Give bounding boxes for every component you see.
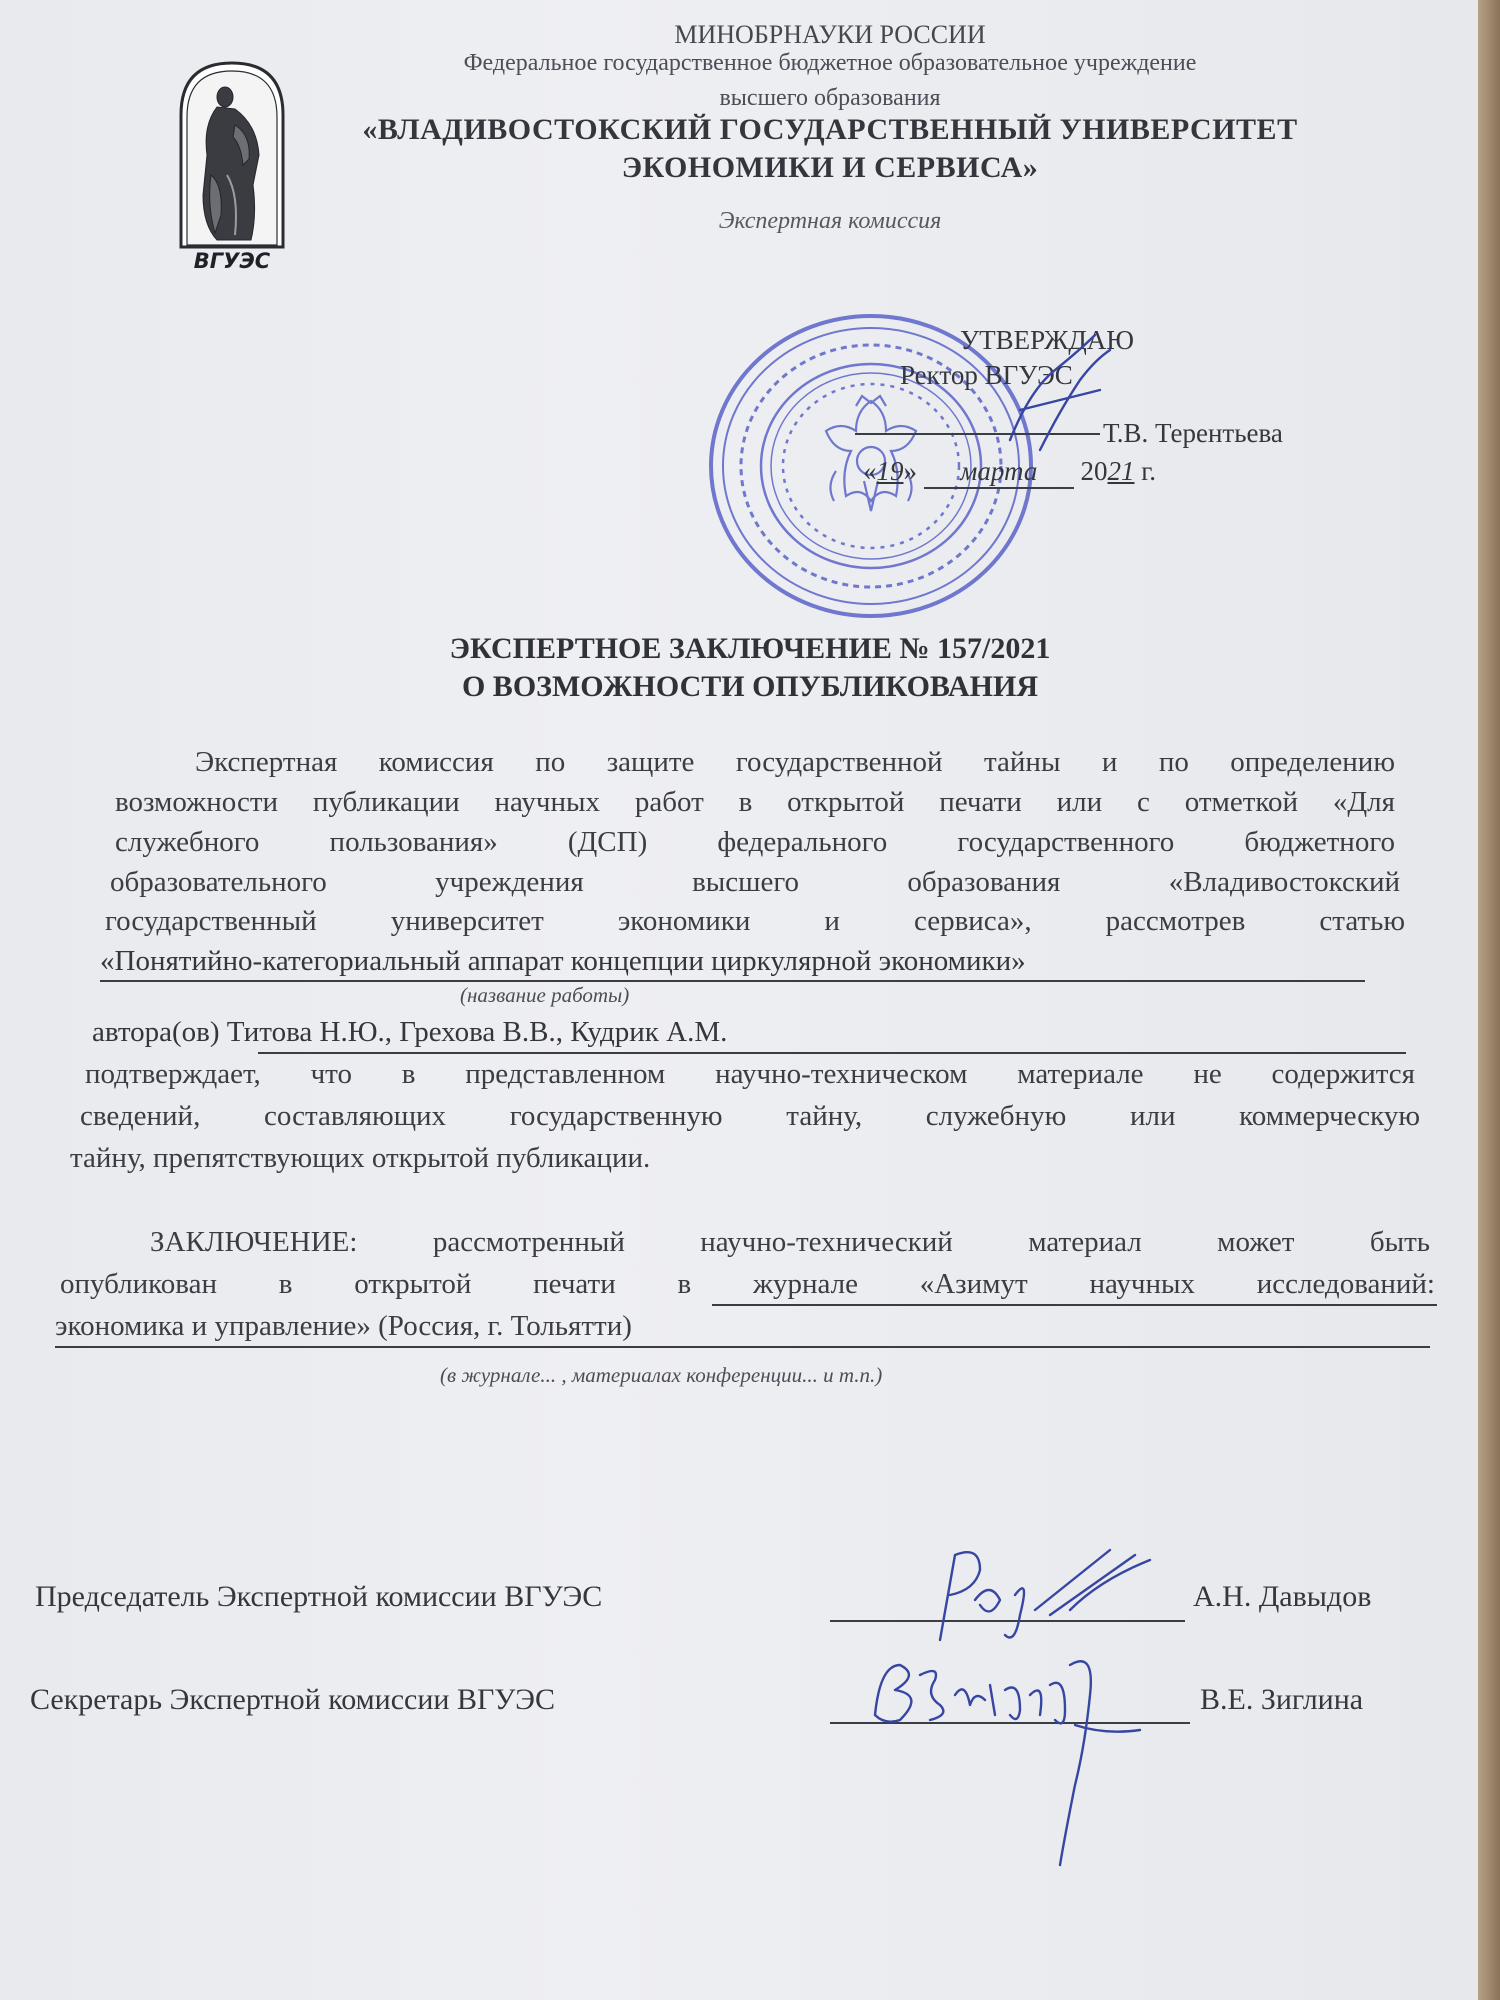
paragraph-line: подтверждает, что в представленном научно-техническом материале не содержится: [85, 1058, 1415, 1090]
journal-caption: (в журнале... , материалах конференции... и т.п.): [440, 1363, 883, 1387]
authors-label: автора(ов): [92, 1016, 220, 1048]
rector-name: Т.В. Терентьева: [1103, 418, 1283, 448]
paragraph-line: сведений, составляющих государственную тайну, служебную или коммерческую: [80, 1100, 1420, 1132]
conclusion-line: экономика и управление» (Россия, г. Тольятти): [55, 1310, 632, 1342]
conclusion-start: опубликован в открытой печати в: [60, 1268, 692, 1300]
paragraph-line: служебного пользования» (ДСП) федерального государственного бюджетного: [115, 826, 1395, 858]
paragraph-line: образовательного учреждения высшего образования «Владивостокский: [110, 866, 1400, 898]
paragraph-line: возможности публикации научных работ в открытой печати или с отметкой «Для: [115, 786, 1395, 818]
date-year-unit: г.: [1141, 456, 1157, 486]
secretary-signature: [860, 1635, 1150, 1875]
approval-date: [863, 456, 1263, 489]
date-year-suffix: 21: [1107, 456, 1135, 486]
conclusion-line: [60, 1268, 1435, 1301]
logo-label: ВГУЭС: [193, 249, 271, 273]
date-month: марта: [924, 456, 1074, 489]
date-year-prefix: 20: [1080, 456, 1108, 486]
chair-name: А.Н. Давыдов: [1193, 1580, 1372, 1613]
date-day: «19»: [863, 456, 917, 486]
authors-row: [92, 1016, 1407, 1049]
authors-underline: [258, 1052, 1406, 1054]
conclusion-journal: журнале «Азимут научных исследований:: [752, 1268, 1435, 1300]
journal-underline: [712, 1304, 1437, 1306]
commission-name: Экспертная комиссия: [718, 208, 942, 234]
approve-label: УТВЕРЖДАЮ: [960, 325, 1135, 355]
rector-title: Ректор ВГУЭС: [900, 360, 1073, 390]
desk-edge: [1478, 0, 1500, 2000]
conclusion-line: ЗАКЛЮЧЕНИЕ: рассмотренный научно-технический материал может быть: [150, 1226, 1430, 1258]
rector-signature: [1000, 330, 1120, 460]
paragraph-line: Экспертная комиссия по защите государственной тайны и по определению: [195, 746, 1395, 778]
authors-names: Титова Н.Ю., Грехова В.В., Кудрик А.М.: [226, 1016, 728, 1048]
university-line-2: ЭКОНОМИКИ И СЕРВИСА»: [621, 151, 1039, 184]
chair-signature: [920, 1540, 1160, 1650]
journal-underline: [55, 1346, 1430, 1348]
work-title-caption: (название работы): [460, 983, 630, 1007]
chair-label: Председатель Экспертной комиссии ВГУЭС: [35, 1580, 603, 1613]
org-line-2: высшего образования: [719, 85, 941, 111]
secretary-name: В.Е. Зиглина: [1200, 1683, 1364, 1716]
secretary-label: Секретарь Экспертной комиссии ВГУЭС: [30, 1683, 555, 1716]
document-title: ЭКСПЕРТНОЕ ЗАКЛЮЧЕНИЕ № 157/2021: [449, 632, 1051, 665]
work-title: «Понятийно-категориальный аппарат концепции циркулярной экономики»: [100, 945, 1365, 982]
org-line-1: Федеральное государственное бюджетное образовательное учреждение: [463, 50, 1197, 76]
ministry-name: МИНОБРНАУКИ РОССИИ: [674, 20, 986, 49]
university-line-1: «ВЛАДИВОСТОКСКИЙ ГОСУДАРСТВЕННЫЙ УНИВЕРСИТЕТ: [362, 113, 1298, 146]
paragraph-line: тайну, препятствующих открытой публикации.: [70, 1142, 651, 1174]
document-subtitle: О ВОЗМОЖНОСТИ ОПУБЛИКОВАНИЯ: [461, 670, 1039, 703]
university-logo: [173, 55, 291, 273]
paragraph-line: государственный университет экономики и сервиса», рассмотрев статью: [105, 905, 1405, 937]
